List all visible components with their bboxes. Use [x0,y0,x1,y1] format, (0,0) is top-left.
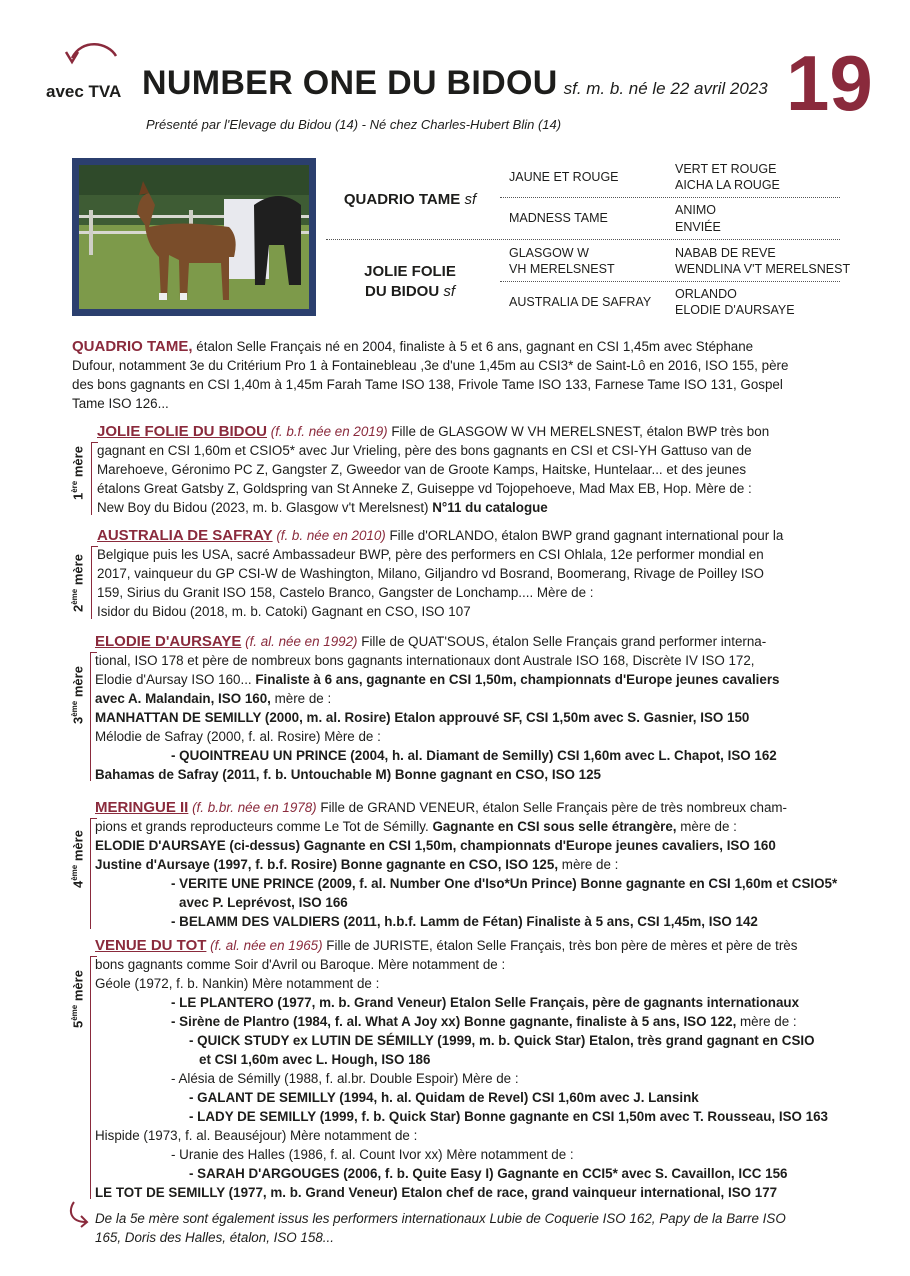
pedigree-dam-dam: AUSTRALIA DE SAFRAY [509,295,652,309]
pedigree-g3-8: ELODIE D'AURSAYE [675,303,795,317]
dam-5-label: 5ème mère [70,970,86,1028]
pedigree-g3-6: WENDLINA V'T MERELSNEST [675,262,851,276]
horse-name: NUMBER ONE DU BIDOU [142,64,558,102]
curved-arrow-icon [66,1200,92,1228]
presented-by: Présenté par l'Elevage du Bidou (14) - Né chez Charles-Hubert Blin (14) [146,117,562,132]
lot-number: 19 [786,39,873,127]
dam-4-label: 4ème mère [70,830,86,888]
page-title [142,64,768,103]
pedigree-divider [500,281,840,282]
pedigree-divider [326,239,840,240]
pedigree-g3-7: ORLANDO [675,287,737,301]
pedigree-sire: QUADRIO TAME sf [343,191,477,208]
dam-5-section: VENUE DU TOT (f. al. née en 1965) Fille de JURISTE, étalon Selle Français, très bon père de mères et père de très bons gagnants comme Soir d'Avril ou Baroque. Mère notamment de : Géole (1972, f. b. Nankin) Mère notamment de : - LE PLANTERO (1977, m. b. Grand Veneur) Etalon Selle Français, père de gagnants internationaux - Sirène de Plantro (1984, f. al. What A Joy xx) Bonne gagnante, finaliste à 5 ans, ISO 122, mère de : - QUICK STUDY ex LUTIN DE SÉMILLY (1999, m. b. Quick Star) Etalon, très grand gagnant en CSIO et CSI 1,60m avec L. Hough, ISO 186 - Alésia de Sémilly (1988, f. al.br. Double Espoir) Mère de : - GALANT DE SEMILLY (1994, h. al. Quidam de Revel) CSI 1,60m avec J. Lansink - LADY DE SEMILLY (1999, f. b. Quick Star) Bonne gagnante en CSI 1,50m avec T. Rousseau, ISO 163 Hispide (1973, f. al. Beauséjour) Mère notamment de : - Uranie des Halles (1986, f. al. Count Ivor xx) Mère notamment de : - SARAH D'ARGOUGES (2006, f. b. Quite Easy I) Gagnante en CCI5* avec S. Cavaillon, ICC 156 LE TOT DE SEMILLY (1977, m. b. Grand Veneur) Etalon chef de race, grand vainqueur international, ISO 177 [95,937,828,1200]
footer-note: De la 5e mère sont également issus les performers internationaux Lubie de Coquerie ISO 162, Papy de la Barre ISO 165, Doris des Halles, étalon, ISO 158... [95,1211,786,1245]
dam-1-label: 1ère mère [70,446,86,500]
pedigree-g3-5: NABAB DE REVE [675,246,776,260]
sire-section: QUADRIO TAME, étalon Selle Français né en 2004, finaliste à 5 et 6 ans, gagnant en CSI 1,45m avec Stéphane Dufour, notamment 3e du Critérium Pro 1 à Fontainebleau ,3e d'une 1,45m au CSI3* de Saint-Lô en 2016, ISO 155, père des bons gagnants en CSI 1,40m à 1,45m Farah Tame ISO 138, Frivole Tame ISO 133, Farnese Tame ISO 131, Gospel Tame ISO 126... [72,338,789,411]
dam-1-section: JOLIE FOLIE DU BIDOU (f. b.f. née en 2019) Fille de GLASGOW W VH MERELSNEST, étalon BWP très bon gagnant en CSI 1,60m et CSIO5* avec Jur Vrieling, père des bons gagnants en CSI et CSI-YH Gattuso van de Marehoeve, Géronimo PC Z, Gangster Z, Gweedor van de Groote Kamps, Haitske, Huntelaar... et des jeunes étalons Great Gatsby Z, Goldspring van St Anneke Z, Guiseppe vd Tojopehoeve, Mad Max EB, Hop. Mère de : New Boy du Bidou (2023, m. b. Glasgow v't Merelsnest) N°11 du catalogue [97,423,770,515]
foal-image [79,165,309,309]
dam-4-section: MERINGUE II (f. b.br. née en 1978) Fille de GRAND VENEUR, étalon Selle Français père de très nombreux cham- pions et grands reproducteurs comme Le Tot de Sémilly. Gagnante en CSI sous selle étrangère, mère de : ELODIE D'AURSAYE (ci-dessus) Gagnante en CSI 1,50m, championnats d'Europe jeunes cavaliers, ISO 160 Justine d'Aursaye (1997, f. b.f. Rosire) Bonne gagnante en CSO, ISO 125, mère de : - VERITE UNE PRINCE (2009, f. al. Number One d'Iso*Un Prince) Bonne gagnante en CSI 1,60m et CSIO5* avec P. Leprévost, ISO 166 - BELAMM DES VALDIERS (2011, h.b.f. Lamm de Fétan) Finaliste à 5 ans, CSI 1,45m, ISO 142 [95,799,838,929]
pedigree-sire-dam: MADNESS TAME [509,211,608,225]
tva-label: avec TVA [46,82,122,101]
pedigree-g3-4: ENVIÉE [675,220,721,234]
curved-arrow-icon [62,40,122,78]
dam-2-label: 2ème mère [70,554,86,612]
pedigree-sire-sire: JAUNE ET ROUGE [509,170,619,184]
dam-2-section: AUSTRALIA DE SAFRAY (f. b. née en 2010) Fille d'ORLANDO, étalon BWP grand gagnant international pour la Belgique puis les USA, sacré Ambassadeur BWP, père des performers en CSI Ohlala, 12e performer mondial en 2017, vainqueur du GP CSI-W de Washington, Milano, Giljandro vd Bosrand, Boomerang, Rivage de Poilley ISO 159, Sirius du Granit ISO 158, Castelo Branco, Gangster de Lonchamp.... Mère de : Isidor du Bidou (2018, m. b. Catoki) Gagnant en CSO, ISO 107 [97,527,784,619]
pedigree-g3-1: VERT ET ROUGE [675,162,777,176]
horse-photo [72,158,316,316]
pedigree-divider [500,197,840,198]
pedigree-dam-sire: GLASGOW W VH MERELSNEST [509,246,615,276]
dam-3-section: ELODIE D'AURSAYE (f. al. née en 1992) Fille de QUAT'SOUS, étalon Selle Français grand performer interna- tional, ISO 178 et père de nombreux bons gagnants internationaux dont Australe ISO 168, Discrète IV ISO 172, Elodie d'Aursay ISO 160... Finaliste à 6 ans, gagnante en CSI 1,50m, championnats d'Europe jeunes cavaliers avec A. Malandain, ISO 160, mère de : MANHATTAN DE SEMILLY (2000, m. al. Rosire) Etalon approuvé SF, CSI 1,50m avec S. Gasnier, ISO 150 Mélodie de Safray (2000, f. al. Rosire) Mère de : - QUOINTREAU UN PRINCE (2004, h. al. Diamant de Semilly) CSI 1,60m avec L. Chapot, ISO 162 Bahamas de Safray (2011, f. b. Untouchable M) Bonne gagnant en CSO, ISO 125 [95,633,780,782]
horse-description: sf. m. b. né le 22 avril 2023 [563,79,768,98]
pedigree-g3-2: AICHA LA ROUGE [675,178,780,192]
pedigree-g3-3: ANIMO [675,203,716,217]
pedigree-dam: JOLIE FOLIE DU BIDOU sf [364,263,456,300]
dam-3-label: 3ème mère [70,666,86,724]
